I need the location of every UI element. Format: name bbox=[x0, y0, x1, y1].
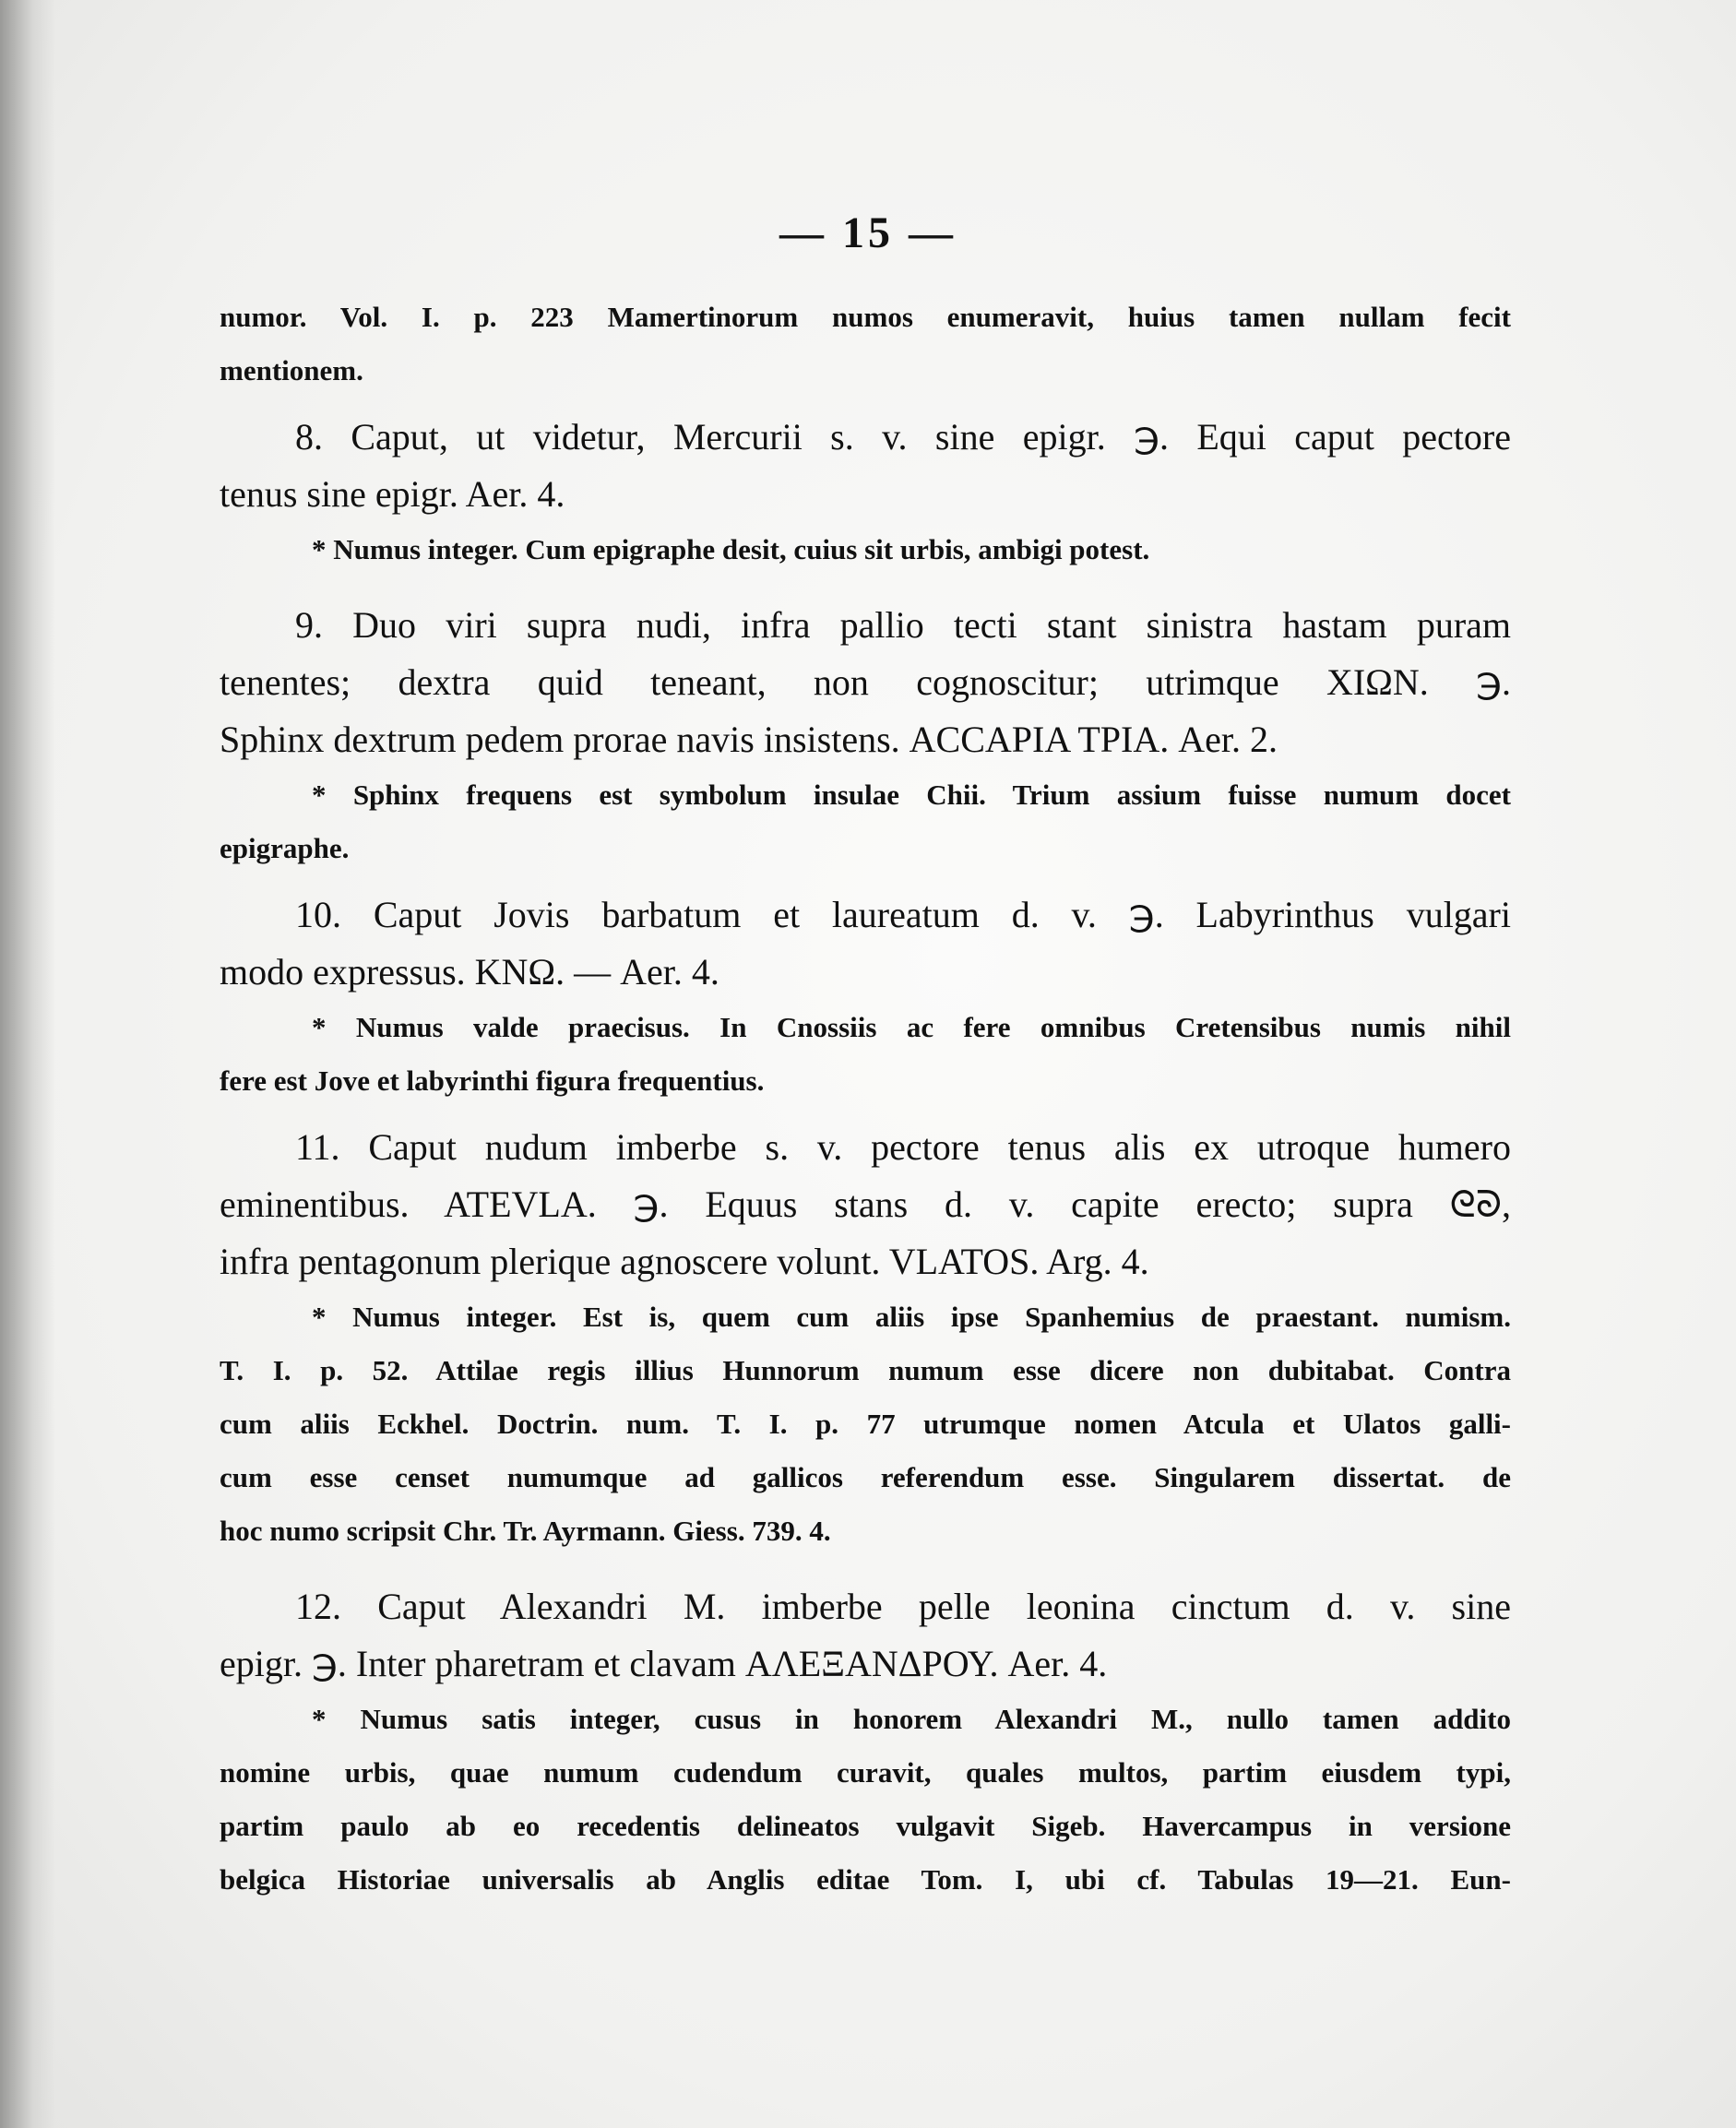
entry-9-line: tenentes; dextra quid teneant, non cognoscitur; utrimque ΧΙΩΝ. ℈. bbox=[220, 661, 1511, 703]
entry-10-line: modo expressus. ΚΝΩ. — Aer. 4. bbox=[220, 951, 719, 993]
text-line: mentionem. bbox=[220, 354, 363, 386]
entry-9-line: 9. Duo viri supra nudi, infra pallio tecti stant sinistra hastam puram bbox=[295, 604, 1511, 646]
note-12-line: partim paulo ab eo recedentis delineatos vulgavit Sigeb. Havercampus in versione bbox=[220, 1810, 1511, 1842]
entry-11-line: infra pentagonum plerique agnoscere volunt. VLATOS. Arg. 4. bbox=[220, 1241, 1149, 1282]
entry-10-line: 10. Caput Jovis barbatum et laureatum d. v. ℈. Labyrinthus vulgari bbox=[295, 894, 1511, 935]
page-body bbox=[220, 291, 1511, 1907]
note-8-line: * Numus integer. Cum epigraphe desit, cuius sit urbis, ambigi potest. bbox=[312, 533, 1150, 565]
note-11-line: cum esse censet numumque ad gallicos referendum esse. Singularem dissertat. de bbox=[220, 1461, 1511, 1493]
page-number: — 15 — bbox=[779, 208, 957, 257]
note-12-line: belgica Historiae universalis ab Anglis editae Tom. I, ubi cf. Tabulas 19—21. Eun- bbox=[220, 1863, 1511, 1896]
note-11-line: * Numus integer. Est is, quem cum aliis ipse Spanhemius de praestant. numism. bbox=[312, 1301, 1511, 1333]
note-11-line: cum aliis Eckhel. Doctrin. num. T. I. p. 77 utrumque nomen Atcula et Ulatos galli- bbox=[220, 1408, 1511, 1440]
note-10-line: fere est Jove et labyrinthi figura frequentius. bbox=[220, 1064, 765, 1097]
note-11-line: hoc numo scripsit Chr. Tr. Ayrmann. Giess. 739. 4. bbox=[220, 1515, 831, 1547]
entry-8-line: 8. Caput, ut videtur, Mercurii s. v. sine epigr. ℈. Equi caput pectore bbox=[295, 416, 1511, 458]
note-12-line: nomine urbis, quae numum cudendum curavit, quales multos, partim eiusdem typi, bbox=[220, 1756, 1511, 1789]
note-10-line: * Numus valde praecisus. In Cnossiis ac fere omnibus Cretensibus numis nihil bbox=[312, 1011, 1511, 1043]
entry-9-line: Sphinx dextrum pedem prorae navis insistens. ΑCCΑΡΙΑ ΤΡΙΑ. Aer. 2. bbox=[220, 719, 1278, 760]
book-spine-shadow bbox=[0, 0, 55, 2128]
note-9-line: epigraphe. bbox=[220, 832, 350, 864]
entry-11-line: 11. Caput nudum imberbe s. v. pectore tenus alis ex utroque humero bbox=[295, 1126, 1511, 1168]
note-11-line: T. I. p. 52. Attilae regis illius Hunnorum numum esse dicere non dubitabat. Contra bbox=[220, 1354, 1511, 1386]
note-9-line: * Sphinx frequens est symbolum insulae Chii. Trium assium fuisse numum docet bbox=[312, 779, 1511, 811]
text-line: numor. Vol. I. p. 223 Mamertinorum numos enumeravit, huius tamen nullam fecit bbox=[220, 301, 1511, 333]
entry-8-line: tenus sine epigr. Aer. 4. bbox=[220, 473, 565, 515]
entry-12-line: 12. Caput Alexandri M. imberbe pelle leonina cinctum d. v. sine bbox=[295, 1586, 1511, 1627]
note-12-line: * Numus satis integer, cusus in honorem Alexandri M., nullo tamen addito bbox=[312, 1703, 1511, 1735]
entry-11-line: eminentibus. ATEVLA. ℈. Equus stans d. v. capite erecto; supra ᘓᘐ, bbox=[220, 1183, 1511, 1225]
entry-12-line: epigr. ℈. Inter pharetram et clavam ΑΛΕΞΑΝΔΡΟΥ. Aer. 4. bbox=[220, 1643, 1108, 1684]
